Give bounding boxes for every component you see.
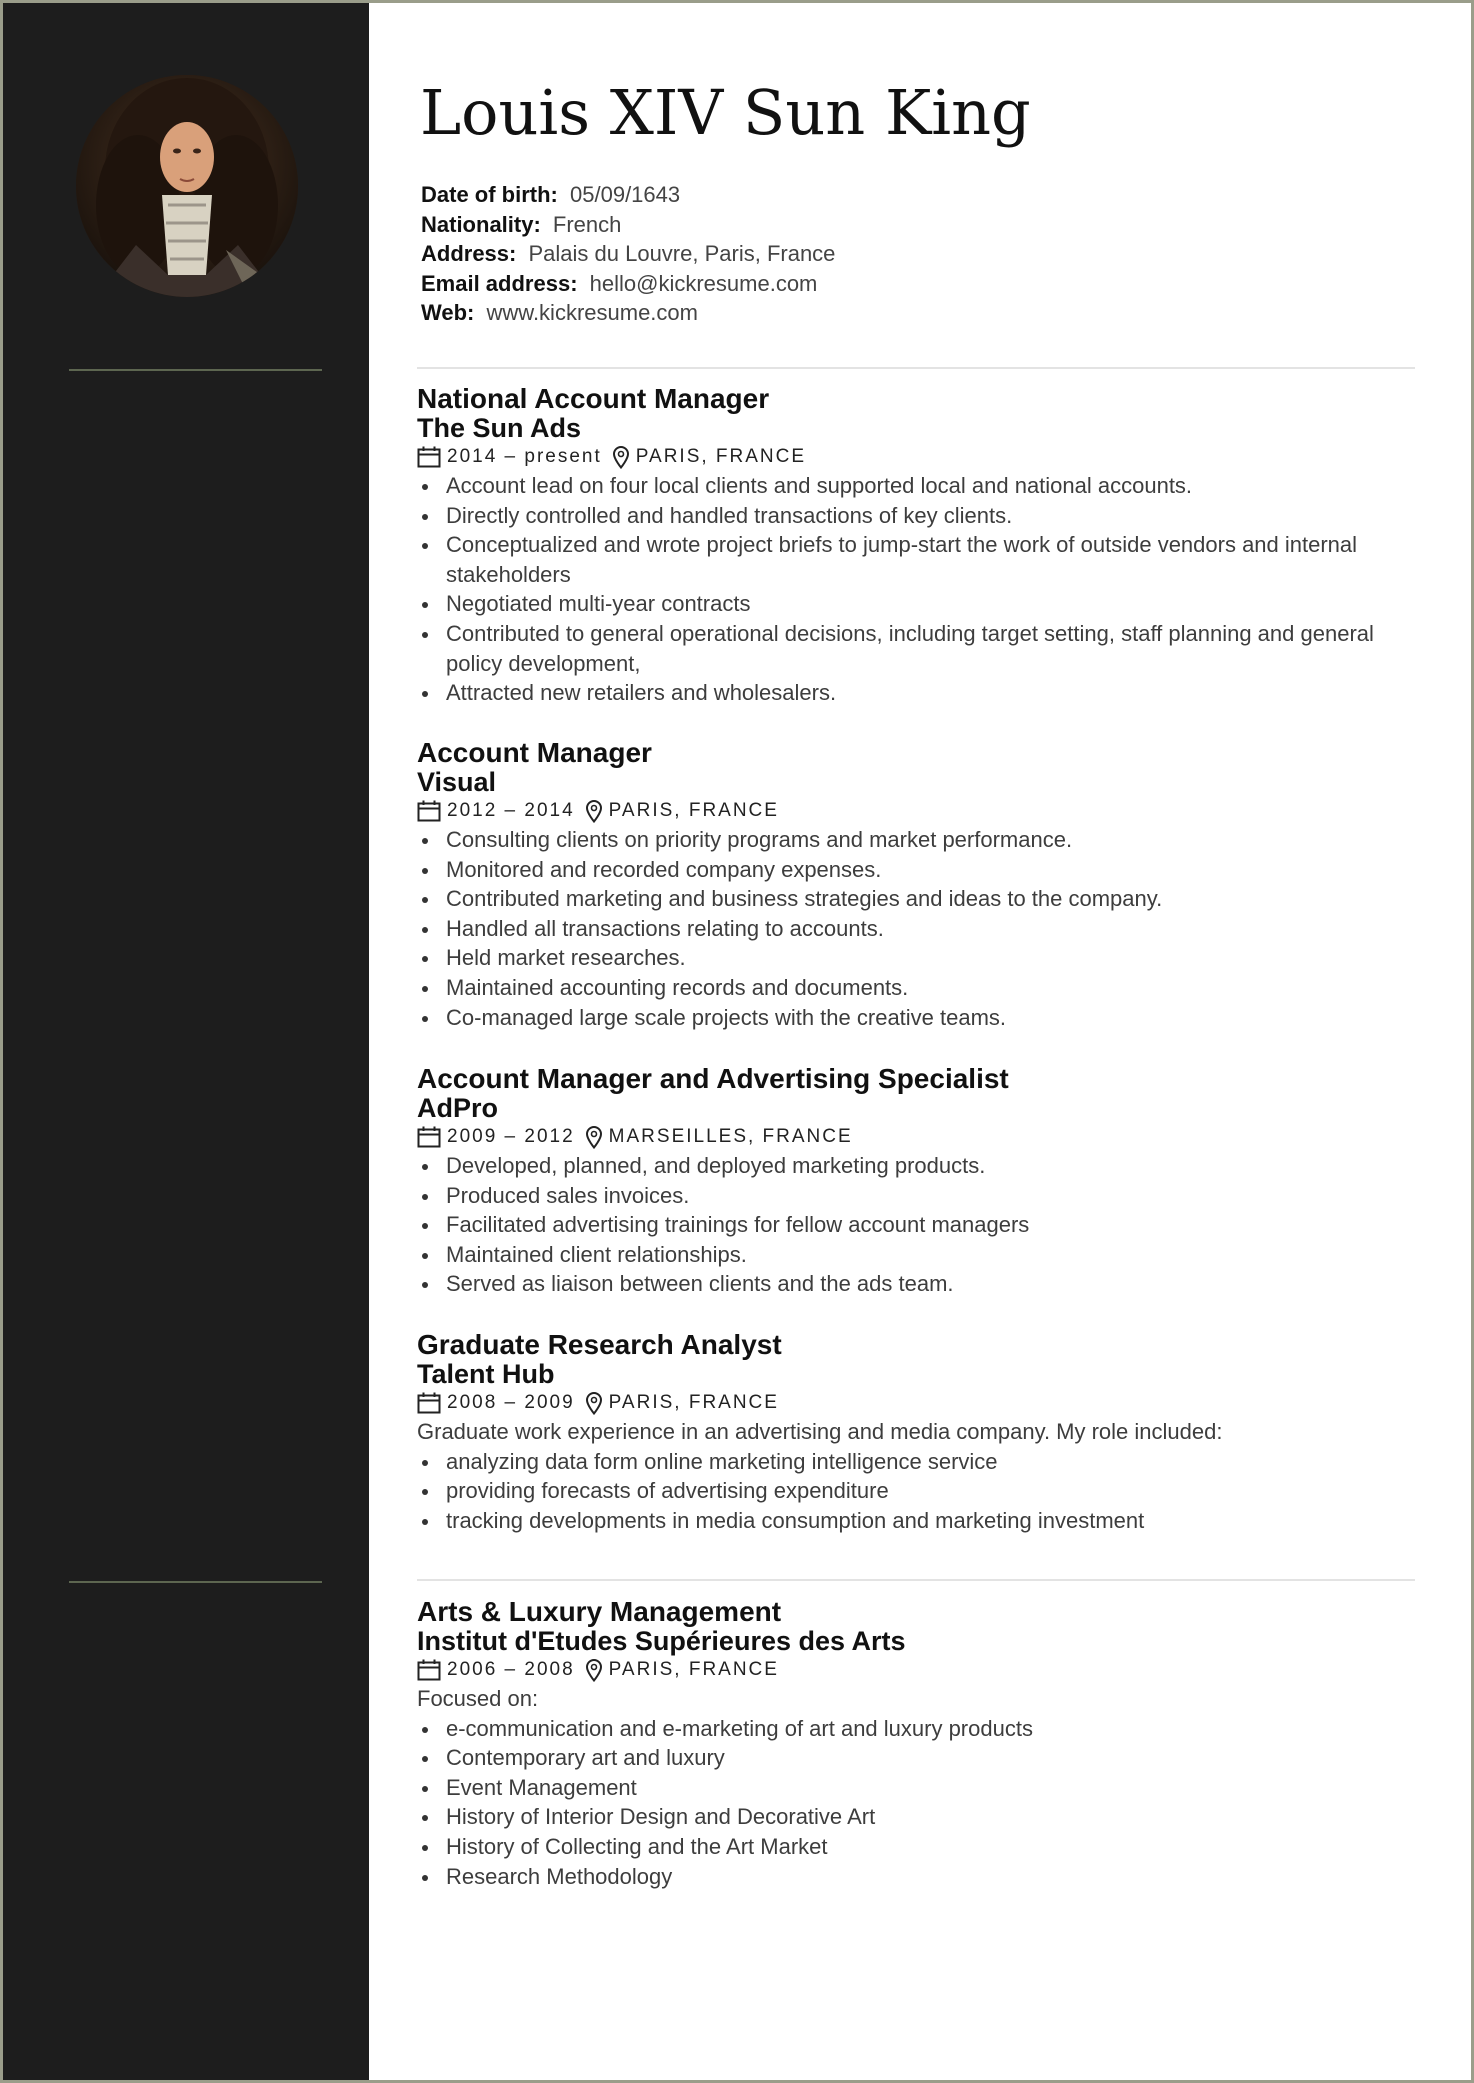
list-item: Contemporary art and luxury [417, 1743, 1427, 1773]
calendar-icon [417, 446, 441, 468]
list-item: History of Interior Design and Decorative Art [417, 1802, 1427, 1832]
entry-location: PARIS, FRANCE [608, 800, 779, 821]
education-section-rule [69, 1581, 322, 1583]
resume-page [3, 3, 1471, 2080]
entry-meta [417, 443, 1427, 471]
info-label: Nationality: [421, 211, 541, 237]
list-item: Directly controlled and handled transactions of key clients. [417, 501, 1427, 531]
calendar-icon [417, 1392, 441, 1414]
entry-location: PARIS, FRANCE [635, 446, 807, 467]
job-title: National Account Manager [417, 383, 770, 414]
sidebar [3, 3, 369, 2080]
location-pin-icon [585, 799, 603, 823]
list-item: History of Collecting and the Art Market [417, 1832, 1427, 1862]
info-row-birth [421, 180, 835, 210]
entry-meta [417, 1656, 1427, 1684]
list-item: Held market researches. [417, 943, 1427, 973]
entry-dates: 2008 – 2009 [447, 1392, 575, 1413]
list-item: e-communication and e-marketing of art and luxury products [417, 1714, 1427, 1744]
company-name: AdPro [417, 1093, 498, 1123]
list-item: Monitored and recorded company expenses. [417, 855, 1427, 885]
entry-dates: 2009 – 2012 [447, 1126, 575, 1147]
entry-meta [417, 1123, 1427, 1151]
work-entry [417, 1064, 1427, 1299]
list-item: Contributed to general operational decisions, including target setting, staff planning and general policy development, [417, 619, 1427, 678]
info-value: 05/09/1643 [570, 182, 681, 207]
list-item: tracking developments in media consumption and marketing investment [417, 1506, 1427, 1536]
list-item: Maintained accounting records and documents. [417, 973, 1427, 1003]
location-pin-icon [585, 1125, 603, 1149]
work-entry [417, 738, 1427, 1032]
list-item: Consulting clients on priority programs and market performance. [417, 825, 1427, 855]
list-item: Facilitated advertising trainings for fellow account managers [417, 1210, 1427, 1240]
company-name: Visual [417, 767, 497, 797]
list-item: analyzing data form online marketing intelligence service [417, 1447, 1427, 1477]
portrait-illustration [76, 75, 298, 297]
company-name: The Sun Ads [417, 413, 582, 443]
info-row-nationality [421, 210, 835, 240]
responsibilities-list [417, 1151, 1427, 1299]
location-pin-icon [585, 1658, 603, 1682]
list-item: Account lead on four local clients and supported local and national accounts. [417, 471, 1427, 501]
responsibilities-list [417, 825, 1427, 1032]
entry-meta [417, 1389, 1427, 1417]
location-pin-icon [612, 445, 630, 469]
entry-meta [417, 797, 1427, 825]
location-pin-icon [585, 1391, 603, 1415]
job-title: Account Manager and Advertising Specialist [417, 1063, 1009, 1094]
entry-intro: Focused on: [417, 1686, 539, 1711]
calendar-icon [417, 800, 441, 822]
info-label: Date of birth: [421, 182, 558, 207]
info-row-address [421, 239, 835, 269]
list-item: Maintained client relationships. [417, 1240, 1427, 1270]
calendar-icon [417, 1126, 441, 1148]
entry-location: MARSEILLES, FRANCE [608, 1126, 853, 1147]
responsibilities-list [417, 471, 1427, 708]
entry-dates: 2006 – 2008 [447, 1659, 575, 1680]
courses-list [417, 1714, 1427, 1892]
info-label: Web: [421, 300, 475, 326]
work-entry [417, 384, 1427, 708]
list-item: Attracted new retailers and wholesalers. [417, 678, 1427, 708]
info-value: Palais du Louvre, Paris, France [528, 241, 836, 267]
education-entry [417, 1597, 1427, 1891]
entry-dates: 2012 – 2014 [447, 800, 575, 821]
info-label: Address: [421, 241, 517, 267]
profile-photo [76, 75, 298, 297]
job-title: Graduate Research Analyst [417, 1329, 782, 1360]
info-label: Email address: [421, 270, 578, 296]
info-value: French [552, 211, 622, 237]
program-title: Arts & Luxury Management [417, 1596, 782, 1627]
calendar-icon [417, 1659, 441, 1681]
company-name: Talent Hub [417, 1359, 555, 1389]
list-item: Negotiated multi-year contracts [417, 589, 1427, 619]
list-item: Event Management [417, 1773, 1427, 1803]
school-name: Institut d'Etudes Supérieures des Arts [417, 1626, 906, 1656]
entry-location: PARIS, FRANCE [608, 1392, 779, 1413]
list-item: Produced sales invoices. [417, 1181, 1427, 1211]
list-item: Co-managed large scale projects with the creative teams. [417, 1003, 1427, 1033]
job-title: Account Manager [417, 737, 652, 768]
entry-location: PARIS, FRANCE [608, 1659, 779, 1680]
list-item: Served as liaison between clients and the ads team. [417, 1269, 1427, 1299]
entry-dates: 2014 – present [447, 446, 602, 467]
responsibilities-list [417, 1447, 1427, 1536]
info-row-email [421, 269, 835, 299]
list-item: providing forecasts of advertising expenditure [417, 1476, 1427, 1506]
list-item: Conceptualized and wrote project briefs to jump-start the work of outside vendors and internal stakeholders [417, 530, 1427, 589]
work-section-rule [69, 369, 322, 371]
email-link[interactable]: hello@kickresume.com [589, 270, 818, 296]
entry-intro: Graduate work experience in an advertising and media company. My role included: [417, 1419, 1223, 1444]
work-section-divider [417, 367, 1415, 369]
list-item: Handled all transactions relating to accounts. [417, 914, 1427, 944]
personal-info [421, 180, 835, 328]
candidate-name: Louis XIV Sun King [420, 76, 1031, 149]
list-item: Developed, planned, and deployed marketing products. [417, 1151, 1427, 1181]
info-row-web [421, 298, 835, 328]
education-section-divider [417, 1579, 1415, 1581]
list-item: Contributed marketing and business strategies and ideas to the company. [417, 884, 1427, 914]
web-link[interactable]: www.kickresume.com [486, 300, 698, 326]
work-entry [417, 1330, 1427, 1535]
list-item: Research Methodology [417, 1862, 1427, 1892]
